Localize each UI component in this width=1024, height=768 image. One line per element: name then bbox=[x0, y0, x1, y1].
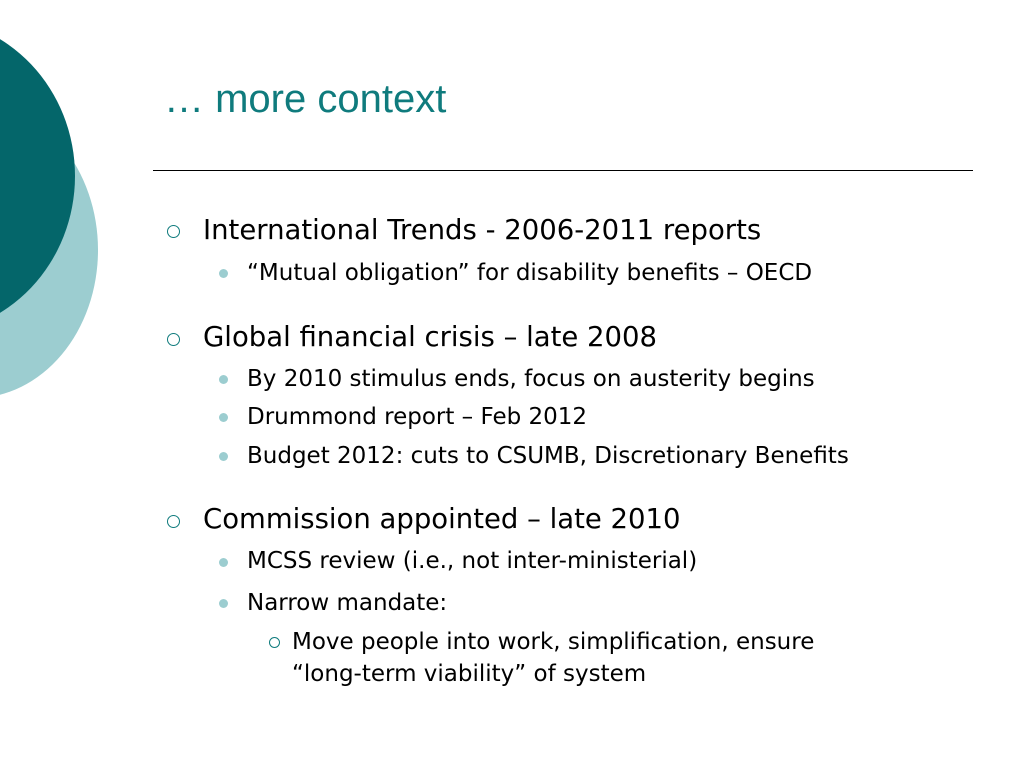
dot-bullet-icon bbox=[219, 599, 228, 608]
sub-bullet-item: Narrow mandate: bbox=[247, 590, 448, 616]
bullet-item: Commission appointed – late 2010 bbox=[203, 503, 681, 535]
bullet-item: Global financial crisis – late 2008 bbox=[203, 321, 658, 353]
dot-bullet-icon bbox=[219, 413, 228, 422]
sub-sub-bullet-line: “long-term viability” of system bbox=[292, 661, 647, 687]
ring-bullet-icon bbox=[269, 637, 280, 648]
dot-bullet-icon bbox=[219, 269, 228, 278]
sub-bullet-item: Budget 2012: cuts to CSUMB, Discretionary Benefits bbox=[247, 443, 849, 469]
sub-bullet-item: MCSS review (i.e., not inter-ministerial) bbox=[247, 548, 698, 574]
sub-sub-bullet-line: Move people into work, simplification, ensure bbox=[292, 629, 815, 655]
dot-bullet-icon bbox=[219, 452, 228, 461]
ring-bullet-icon bbox=[167, 515, 180, 528]
slide-title: … more context bbox=[164, 77, 447, 121]
sub-bullet-item: “Mutual obligation” for disability benefits – OECD bbox=[247, 260, 813, 286]
sub-bullet-item: By 2010 stimulus ends, focus on austerity begins bbox=[247, 366, 815, 392]
sub-bullet-item: Drummond report – Feb 2012 bbox=[247, 404, 588, 430]
dot-bullet-icon bbox=[219, 558, 228, 567]
dot-bullet-icon bbox=[219, 375, 228, 384]
ring-bullet-icon bbox=[167, 225, 180, 238]
bullet-item: International Trends - 2006-2011 reports bbox=[203, 214, 762, 246]
ring-bullet-icon bbox=[167, 333, 180, 346]
